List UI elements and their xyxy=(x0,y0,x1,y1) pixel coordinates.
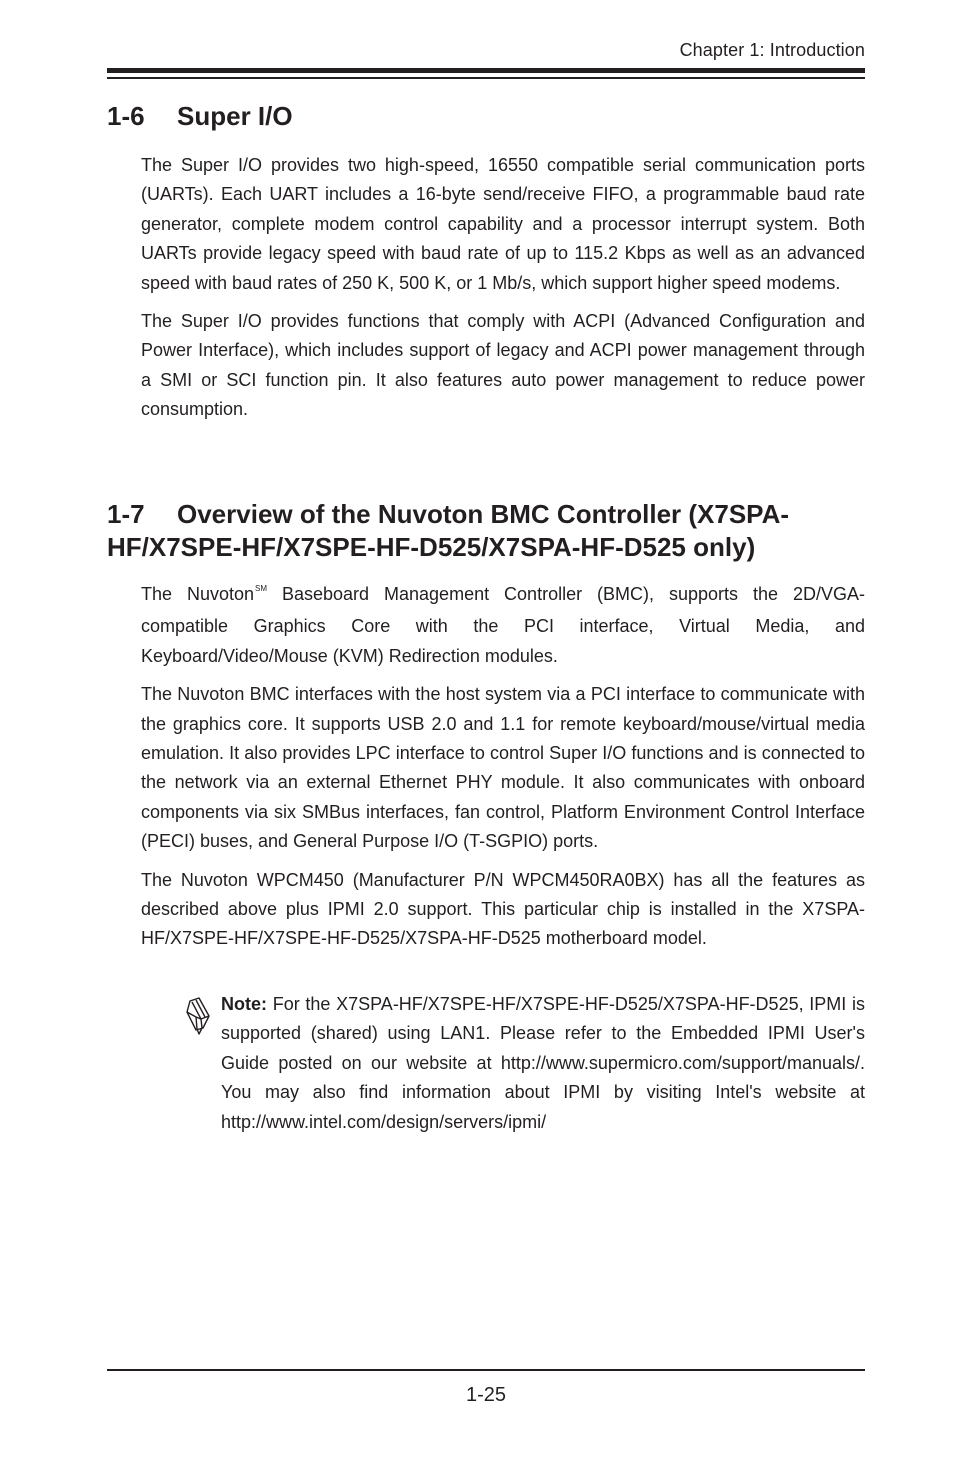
section-1-7-heading xyxy=(107,498,865,564)
header-rule-thin xyxy=(107,77,865,79)
section-number: 1-6 xyxy=(107,101,145,131)
paragraph: The Super I/O provides functions that comply with ACPI (Advanced Configuration and Power Interface), which includes support of legacy and ACPI power management through a SMI or SCI function pin. It also features auto power management to reduce power consumption. xyxy=(141,311,865,420)
paragraph: The Super I/O provides two high-speed, 16550 compatible serial communication ports (UARTs). Each UART includes a 16-byte send/receive FIFO, a programmable baud rate generator, complete modem control capability and a processor interrupt system. Both UARTs provide legacy speed with baud rate of up to 115.2 Kbps as well as an advanced speed with baud rates of 250 K, 500 K, or 1 Mb/s, which support higher speed modems. xyxy=(141,155,865,293)
paragraph xyxy=(141,580,865,671)
section-1-6-heading xyxy=(107,100,865,133)
page-number: 1-25 xyxy=(465,1384,507,1406)
note-text xyxy=(221,990,865,1137)
paragraph: The Nuvoton WPCM450 (Manufacturer P/N WPCM450RA0BX) has all the features as described above plus IPMI 2.0 support. This particular chip is installed in the X7SPA-HF/X7SPE-HF/X7SPE-HF-D525/X7SPA-HF-D525 motherboard model. xyxy=(141,869,865,949)
footer-rule xyxy=(107,1369,865,1371)
section-title: Overview of the Nuvoton BMC Controller (X7SPA-HF/X7SPE-HF/X7SPE-HF-D525/X7SPA-HF-D525 only) xyxy=(107,499,790,562)
paragraph: The Nuvoton BMC interfaces with the host system via a PCI interface to communicate with the graphics core. It supports USB 2.0 and 1.1 for remote keyboard/mouse/virtual media emulation. It also provides LPC interface to control Super I/O functions and is connected to the network via an external Ethernet PHY module. It also communicates with onboard components via six SMBus interfaces, fan control, Platform Environment Control Interface (PECI) buses, and General Purpose I/O (T-SGPIO) ports. xyxy=(141,684,865,852)
paragraph-text: Baseboard Management Controller (BMC), supports the 2D/VGA-compatible Graphics Core with the PCI interface, Virtual Media, and Keyboard/Video/Mouse (KVM) Redirection modules. xyxy=(141,584,866,666)
section-title: Super I/O xyxy=(177,101,293,131)
section-1-6-body xyxy=(141,151,865,434)
pencil-icon xyxy=(183,996,215,1036)
running-header: Chapter 1: Introduction xyxy=(679,40,865,60)
section-1-7-body xyxy=(141,580,865,963)
header-rule-thick xyxy=(107,68,865,73)
note-body: For the X7SPA-HF/X7SPE-HF/X7SPE-HF-D525/X7SPA-HF-D525, IPMI is supported (shared) using LAN1. Please refer to the Embedded IPMI User's Guide posted on our website at http://www.supermicro.com/support/manuals/. You may also find information about IPMI by visiting Intel's website at http://www.intel.com/design/servers/ipmi/ xyxy=(221,994,865,1132)
paragraph-text: The Nuvoton xyxy=(141,584,255,604)
service-mark: SM xyxy=(255,584,268,593)
note-callout xyxy=(183,990,865,1137)
section-number: 1-7 xyxy=(107,499,145,529)
note-label: Note: xyxy=(221,994,267,1014)
